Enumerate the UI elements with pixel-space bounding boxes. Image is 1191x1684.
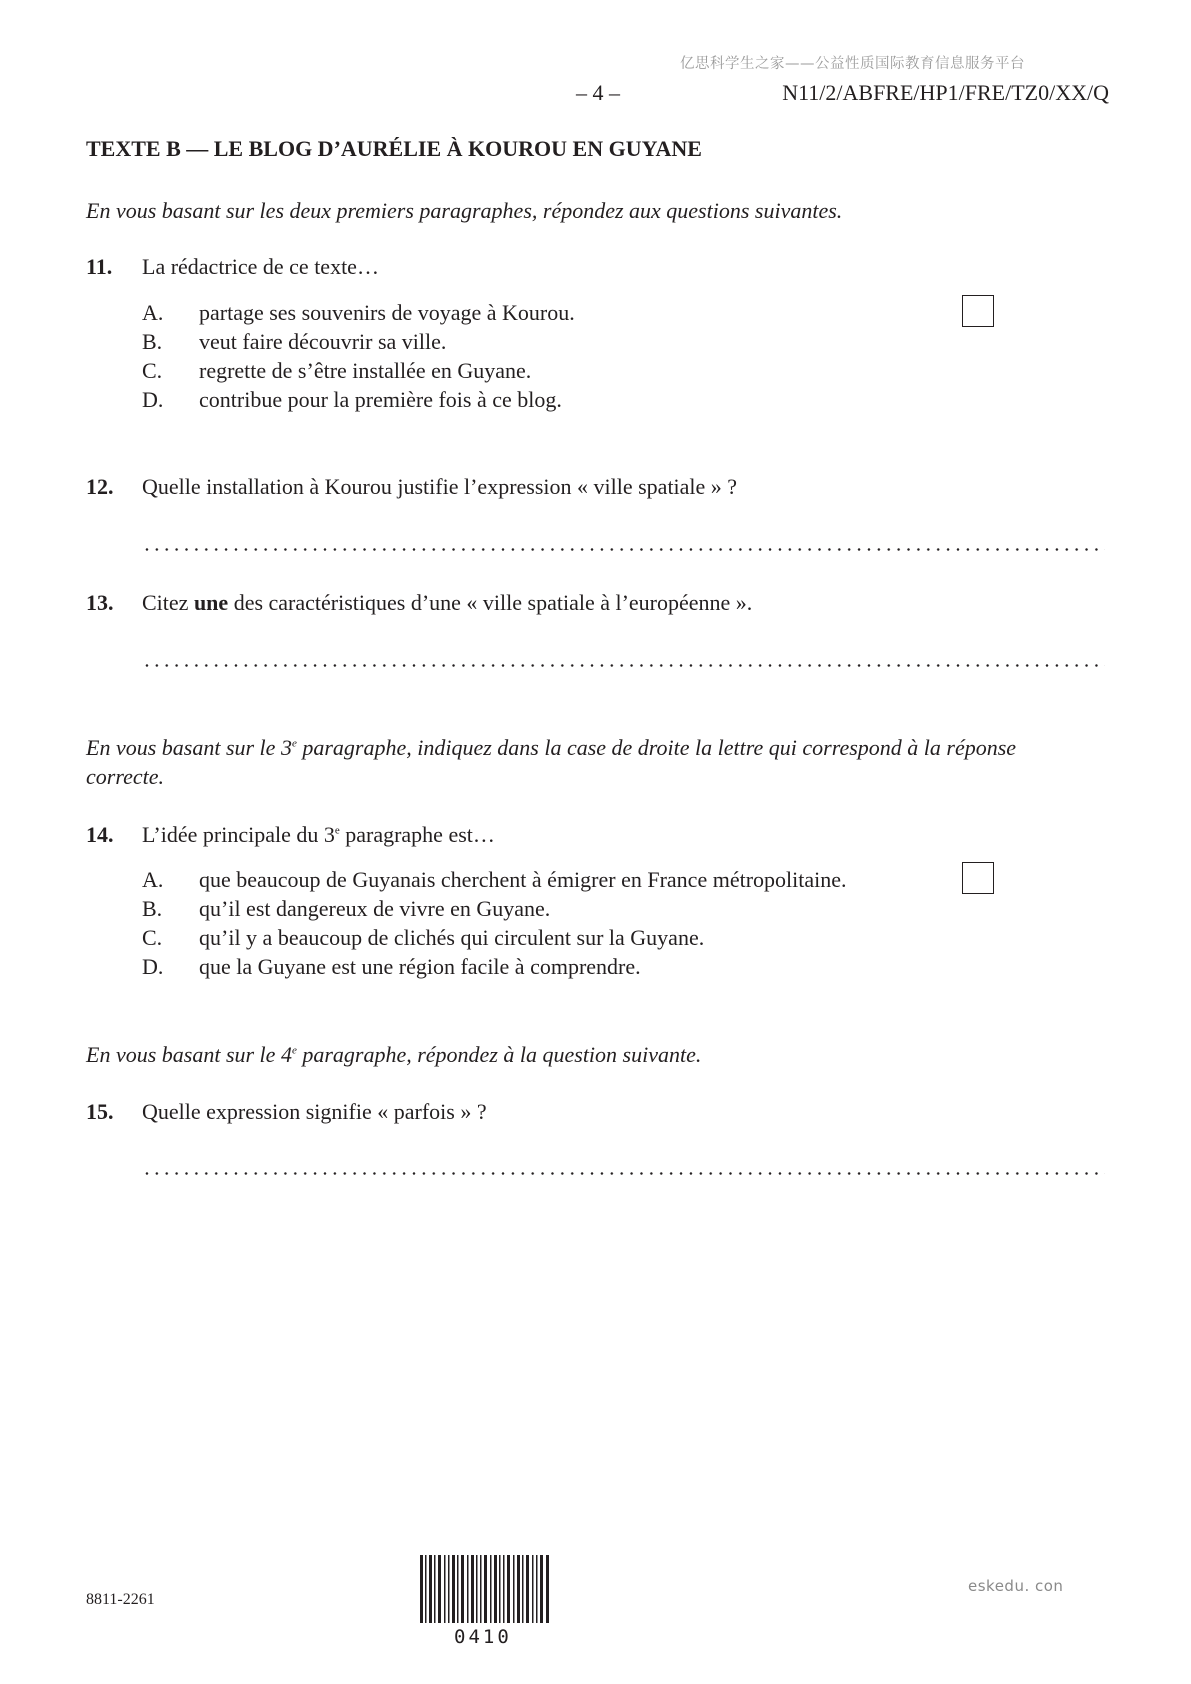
q14-sup: e [334,824,340,837]
question-15-number: 15. [86,1099,114,1124]
q11-option-b-letter: B. [142,329,163,354]
question-14-number: 14. [86,822,114,847]
q14-text-part2: paragraphe est… [339,822,495,847]
q13-answer-line[interactable] [142,664,1105,667]
instruction-2-part1: En vous basant sur le 3 [86,735,292,760]
q11-option-c-letter: C. [142,358,163,383]
instruction-2-line2: correcte. [86,764,164,789]
site-watermark: eskedu. con [968,1577,1064,1595]
barcode-icon [420,1555,550,1623]
q11-option-b-text: veut faire découvrir sa ville. [199,329,447,354]
q14-answer-box[interactable] [962,862,994,894]
q14-option-c-letter: C. [142,925,163,950]
section-title: TEXTE B — LE BLOG D’AURÉLIE À KOUROU EN GUYANE [86,136,702,161]
q14-option-a-letter: A. [142,867,164,892]
q11-option-d-text: contribue pour la première fois à ce blog. [199,387,562,412]
q13-text-before: Citez [142,590,194,615]
question-12-text: Quelle installation à Kourou justifie l’expression « ville spatiale » ? [142,474,738,499]
instruction-2 [86,733,1016,791]
q11-option-a-letter: A. [142,300,164,325]
paper-code: 8811-2261 [86,1591,155,1608]
page-number: – 4 – [576,80,620,105]
q14-option-c-text: qu’il y a beaucoup de clichés qui circulent sur la Guyane. [199,925,705,950]
instruction-3-part1: En vous basant sur le 4 [86,1042,292,1067]
q11-option-a-text: partage ses souvenirs de voyage à Kourou. [199,300,575,325]
q11-option-d-letter: D. [142,387,164,412]
watermark-text: 亿思科学生之家——公益性质国际教育信息服务平台 [680,56,1025,72]
question-12-number: 12. [86,474,114,499]
q14-option-a-text: que beaucoup de Guyanais cherchent à émigrer en France métropolitaine. [199,867,847,892]
q13-text-after: des caractéristiques d’une « ville spatiale à l’européenne ». [228,590,753,615]
q14-option-d-letter: D. [142,954,164,979]
q12-answer-line[interactable] [142,548,1105,551]
barcode-number: 0410 [454,1626,512,1648]
instruction-3 [86,1040,701,1069]
instruction-3-sup: e [291,1044,297,1057]
q14-option-b-letter: B. [142,896,163,921]
question-14-text [142,822,495,848]
instruction-1: En vous basant sur les deux premiers paragraphes, répondez aux questions suivantes. [86,198,843,223]
question-13-number: 13. [86,590,114,615]
question-11-number: 11. [86,254,113,279]
question-11-text: La rédactrice de ce texte… [142,254,379,279]
q11-answer-box[interactable] [962,295,994,327]
q11-option-c-text: regrette de s’être installée en Guyane. [199,358,532,383]
instruction-2-part2: paragraphe, indiquez dans la case de droite la lettre qui correspond à la réponse [296,735,1017,760]
question-13-text [142,590,752,616]
q14-option-b-text: qu’il est dangereux de vivre en Guyane. [199,896,551,921]
question-15-text: Quelle expression signifie « parfois » ? [142,1099,487,1124]
q13-text-bold: une [193,590,229,615]
q14-option-d-text: que la Guyane est une région facile à comprendre. [199,954,641,979]
q14-text-part1: L’idée principale du 3 [142,822,335,847]
instruction-2-sup: e [291,737,297,750]
exam-code: N11/2/ABFRE/HP1/FRE/TZ0/XX/Q [782,80,1109,105]
instruction-3-part2: paragraphe, répondez à la question suivante. [296,1042,702,1067]
q15-answer-line[interactable] [142,1172,1105,1175]
